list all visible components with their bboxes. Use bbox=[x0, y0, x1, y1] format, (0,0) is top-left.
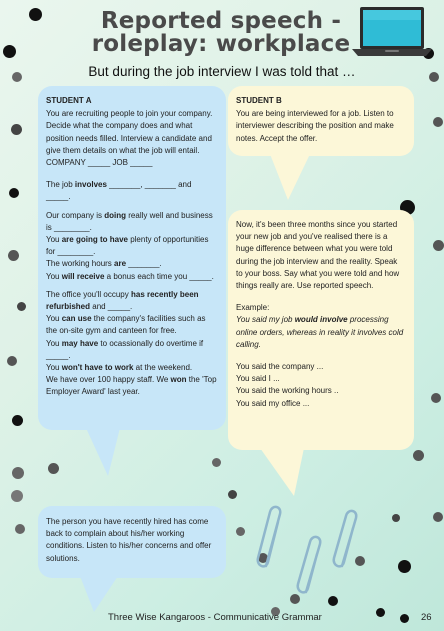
example-sentence: You said my job would involve processing online orders, whereas in reality it involves cold calling. bbox=[236, 315, 404, 349]
decor-dot bbox=[392, 514, 400, 522]
decor-dot bbox=[12, 467, 24, 479]
decor-dot bbox=[17, 302, 26, 311]
prompt-line-opportunities: You are going to have plenty of opportunities for ________. bbox=[46, 235, 209, 257]
three-months-later-card bbox=[228, 210, 414, 450]
decor-dot bbox=[228, 490, 237, 499]
decor-dot bbox=[433, 117, 443, 127]
prompt-line-office: The office you'll occupy has recently been refurbished and _____. bbox=[46, 289, 199, 312]
boss-instructions: The person you have recently hired has come back to complain about his/her working conditions. Listen to his/her concerns and offer solutions. bbox=[46, 517, 212, 563]
page-title: Reported speech - roleplay: workplace bbox=[91, 8, 351, 57]
paperclip-icon bbox=[330, 508, 364, 578]
decor-dot bbox=[48, 463, 59, 474]
decor-dot bbox=[433, 240, 444, 251]
boss-card bbox=[38, 506, 226, 578]
sentence-prompt: You said I ... bbox=[236, 374, 280, 384]
paperclip-icon bbox=[256, 504, 288, 578]
decor-dot bbox=[12, 415, 23, 426]
decor-dot bbox=[431, 393, 441, 403]
decor-dot bbox=[413, 450, 424, 461]
decor-dot bbox=[328, 596, 338, 606]
footer-text: Three Wise Kangaroos - Communicative Grammar bbox=[108, 612, 322, 623]
decor-dot bbox=[15, 524, 25, 534]
example-label: Example: bbox=[236, 303, 270, 313]
prompt-line-weekend: You won't have to work at the weekend. bbox=[46, 363, 193, 373]
decor-dot bbox=[3, 45, 16, 58]
page-number: 26 bbox=[421, 612, 432, 623]
sentence-prompt: You said the working hours .. bbox=[236, 386, 339, 396]
three-months-later-text: Now, it's been three months since you started your new job and you've realised there is a huge difference between what you were told during the job interview and the reality. Speak to your boss. Say what you were told and how things really are. Use reported speech. bbox=[236, 220, 400, 291]
student-b-heading: STUDENT B bbox=[236, 96, 282, 105]
student-a-intro: You are recruiting people to join your company. Decide what the company does and what position needs filled. Interview a candidate and give them details on what the job will entail. bbox=[46, 109, 213, 155]
prompt-line-hours: The working hours are _______. bbox=[46, 259, 162, 269]
sentence-prompt: You said the company ... bbox=[236, 362, 324, 372]
student-b-intro: You are being interviewed for a job. Listen to interviewer describing the position and make notes. Accept the offer. bbox=[236, 109, 394, 143]
prompt-line-company: Our company is doing really well and business is ________. bbox=[46, 210, 213, 232]
decor-dot bbox=[433, 512, 443, 522]
prompt-line-bonus: You will receive a bonus each time you _____. bbox=[46, 271, 214, 281]
company-job-line: COMPANY _____ JOB _____ bbox=[46, 158, 153, 168]
student-a-bubble-tail bbox=[86, 428, 120, 476]
decor-dot bbox=[29, 8, 42, 21]
prompt-line-job: The job involves _______, _______ and _____. bbox=[46, 180, 192, 202]
boss-bubble-tail bbox=[80, 576, 118, 612]
three-months-later-bubble-tail bbox=[260, 448, 304, 496]
student-b-card bbox=[228, 86, 414, 156]
decor-dot bbox=[9, 188, 19, 198]
decor-dot bbox=[212, 458, 221, 467]
page-subtitle: But during the job interview I was told that … bbox=[88, 64, 356, 79]
paperclip-icon bbox=[294, 534, 328, 604]
student-b-bubble-tail bbox=[270, 154, 310, 200]
student-a-card bbox=[38, 86, 226, 430]
decor-dot bbox=[8, 250, 19, 261]
page-footer bbox=[0, 612, 444, 626]
decor-dot bbox=[11, 490, 23, 502]
decor-dot bbox=[398, 560, 411, 573]
prompt-line-staff: We have over 100 happy staff. We won the 'Top Employer Award' last year. bbox=[46, 375, 217, 397]
sentence-prompt: You said my office ... bbox=[236, 398, 310, 408]
prompt-line-overtime: You may have to ocassionally do overtime if _____. bbox=[46, 338, 204, 360]
prompt-line-facilities: You can use the company's facilities such as the on-site gym and canteen for free. bbox=[46, 314, 206, 336]
decor-dot bbox=[7, 356, 17, 366]
student-a-heading: STUDENT A bbox=[46, 96, 92, 105]
decor-dot bbox=[236, 527, 245, 536]
decor-dot bbox=[11, 124, 22, 135]
laptop-icon bbox=[352, 5, 432, 57]
